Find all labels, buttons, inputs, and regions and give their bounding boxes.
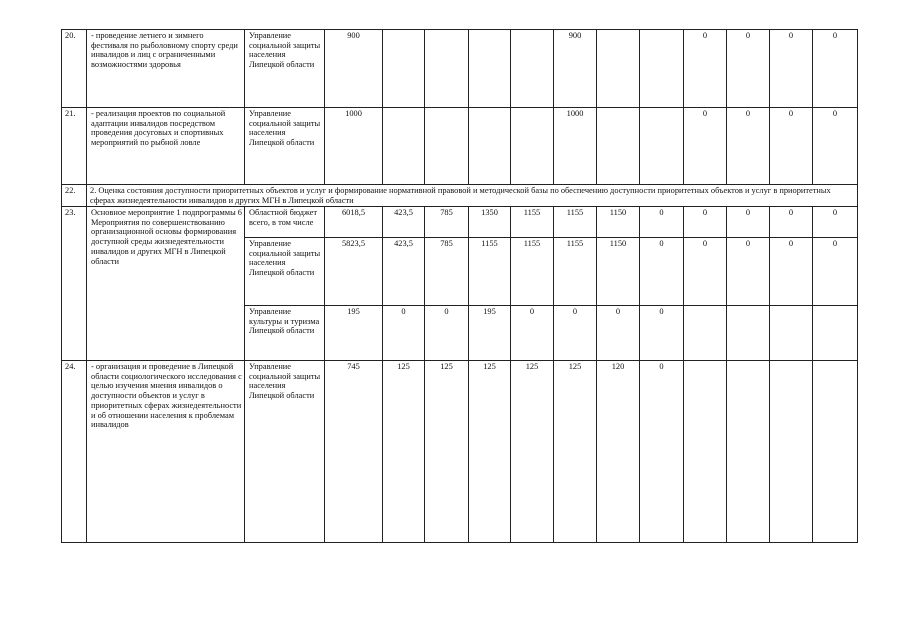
value-cell [511,108,554,185]
value-cell: 125 [383,361,425,543]
value-cell [383,108,425,185]
value-cell [684,361,727,543]
value-cell: 5823,5 [325,238,383,306]
value-cell: 1155 [469,238,511,306]
value-cell: 195 [325,306,383,361]
row-number: 23. [62,207,87,361]
value-cell: 0 [813,238,858,306]
value-cell: 1000 [554,108,597,185]
value-cell: 1150 [597,207,640,238]
value-cell: 0 [813,207,858,238]
table-row [62,207,858,238]
executor-cell: Управление культуры и туризма Липецкой области [245,306,325,361]
executor-cell: Управление социальной защиты населения Липецкой области [245,238,325,306]
value-cell [597,108,640,185]
value-cell: 0 [727,238,770,306]
executor-cell: Управление социальной защиты населения Липецкой области [245,361,325,543]
value-cell: 0 [813,108,858,185]
value-cell: 120 [597,361,640,543]
value-cell: 125 [425,361,469,543]
table-row [62,361,858,543]
value-cell [469,108,511,185]
value-cell [469,30,511,108]
value-cell: 0 [684,108,727,185]
value-cell: 1155 [554,207,597,238]
value-cell: 0 [640,361,684,543]
value-cell [727,306,770,361]
value-cell [425,30,469,108]
program-activities-table [61,29,858,543]
activity-cell: - проведение летнего и зимнего фестиваля по рыболовному спорту среди инвалидов и лиц с ограниченными возможностями здоровья [87,30,245,108]
table-row [62,185,858,207]
value-cell: 0 [640,306,684,361]
value-cell: 0 [684,238,727,306]
value-cell: 423,5 [383,207,425,238]
value-cell: 6018,5 [325,207,383,238]
value-cell: 1155 [511,238,554,306]
value-cell: 0 [684,30,727,108]
value-cell [770,306,813,361]
value-cell: 0 [684,207,727,238]
value-cell: 0 [640,207,684,238]
value-cell: 0 [383,306,425,361]
value-cell: 745 [325,361,383,543]
table-row [62,108,858,185]
value-cell [640,30,684,108]
executor-cell: Областной бюджет всего, в том числе [245,207,325,238]
value-cell: 125 [554,361,597,543]
value-cell: 0 [727,30,770,108]
value-cell: 1000 [325,108,383,185]
section-heading: 2. Оценка состояния доступности приоритетных объектов и услуг и формирование нормативной правовой и методической базы по обеспечению доступности приоритетных объектов и услуг в приоритетных сферах жизнедеятельности инвалидов и других МГН в Липецкой области [87,185,858,207]
value-cell [813,361,858,543]
value-cell: 0 [597,306,640,361]
executor-cell: Управление социальной защиты населения Липецкой области [245,30,325,108]
value-cell: 423,5 [383,238,425,306]
activity-cell: Основное мероприятие 1 подпрограммы 6 Мероприятия по совершенствованию организационной основы формирования доступной среды жизнедеятельности инвалидов и других МГН в Липецкой области [87,207,245,361]
value-cell: 0 [554,306,597,361]
value-cell [770,361,813,543]
value-cell: 0 [770,30,813,108]
row-number: 22. [62,185,87,207]
executor-cell: Управление социальной защиты населения Липецкой области [245,108,325,185]
value-cell: 125 [511,361,554,543]
value-cell: 0 [640,238,684,306]
value-cell [813,306,858,361]
value-cell: 1150 [597,238,640,306]
value-cell: 1155 [554,238,597,306]
value-cell: 785 [425,207,469,238]
value-cell: 0 [770,108,813,185]
row-number: 20. [62,30,87,108]
row-number: 24. [62,361,87,543]
value-cell: 0 [770,238,813,306]
value-cell: 0 [727,108,770,185]
value-cell: 900 [554,30,597,108]
value-cell: 785 [425,238,469,306]
value-cell: 0 [511,306,554,361]
value-cell [597,30,640,108]
value-cell: 195 [469,306,511,361]
value-cell [383,30,425,108]
value-cell: 900 [325,30,383,108]
value-cell [511,30,554,108]
table-row [62,30,858,108]
value-cell: 0 [727,207,770,238]
value-cell: 0 [770,207,813,238]
activity-cell: - реализация проектов по социальной адаптации инвалидов посредством проведения досуговых и спортивных мероприятий по рыбной ловле [87,108,245,185]
activity-cell: - организация и проведение в Липецкой области социологического исследования с целью изучения мнения инвалидов о доступности объектов и услуг в приоритетных сферах жизнедеятельности и об отношении населения к проблемам инвалидов [87,361,245,543]
value-cell: 1350 [469,207,511,238]
value-cell [727,361,770,543]
value-cell [640,108,684,185]
value-cell: 0 [813,30,858,108]
value-cell [425,108,469,185]
value-cell: 1155 [511,207,554,238]
value-cell: 0 [425,306,469,361]
value-cell [684,306,727,361]
value-cell: 125 [469,361,511,543]
row-number: 21. [62,108,87,185]
